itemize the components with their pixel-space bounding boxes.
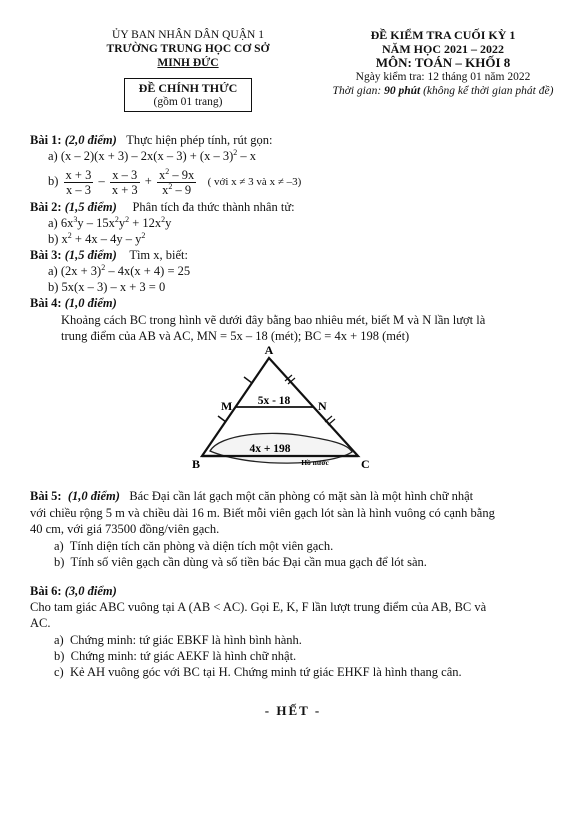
point-m-label: M <box>221 399 233 413</box>
operator-minus: – <box>98 174 105 188</box>
fraction-2-den: x + 3 <box>111 182 138 197</box>
exam-date: Ngày kiểm tra: 12 tháng 01 năm 2022 <box>355 71 531 83</box>
f3-num-a: x <box>158 167 166 182</box>
bai2-b-s1: 2 <box>67 231 72 240</box>
bai1-points: (2,0 điểm) <box>64 133 117 147</box>
bai2-b-label: b) <box>48 232 59 246</box>
bai1-prompt: Thực hiện phép tính, rút gọn: <box>126 133 273 147</box>
bai3-header <box>30 248 188 263</box>
bai3-a-s1: 2 <box>101 263 106 272</box>
bai4-text-2: trung điểm của AB và AC, MN = 5x – 18 (mét); BC = 4x + 198 (mét) <box>61 329 410 343</box>
bai2-a-t3: y <box>118 216 126 230</box>
bai3-a <box>48 264 190 279</box>
bai2-header <box>30 200 295 215</box>
bai2-points: (1,5 điểm) <box>64 200 117 214</box>
bai6-points: (3,0 điểm) <box>64 584 117 598</box>
bai3-a-t1: (2x + 3) <box>60 264 102 278</box>
school-year: NĂM HỌC 2021 – 2022 <box>382 42 504 56</box>
bai2-a-t5: y <box>165 216 172 230</box>
fraction-2 <box>110 168 140 197</box>
fraction-1 <box>64 168 94 197</box>
bai6-a <box>54 633 302 648</box>
fraction-2-num: x – 3 <box>110 168 140 183</box>
tick-ac-2a <box>325 416 332 422</box>
operator-plus: + <box>144 174 152 188</box>
bai2-prompt: Phân tích đa thức thành nhân tử: <box>132 200 295 214</box>
bai4-header <box>30 296 117 311</box>
bai1-a-label: a) <box>48 149 58 163</box>
bai6-b-text: Chứng minh: tứ giác AEKF là hình chữ nhật. <box>70 649 297 663</box>
bai6-label: Bài 6: <box>30 584 62 598</box>
bai6-text-1: Cho tam giác ABC vuông tại A (AB < AC). Gọi E, K, F lần lượt trung điểm của AB, BC và <box>30 600 487 614</box>
subject: MÔN: TOÁN – KHỐI 8 <box>375 55 511 70</box>
bai2-b-t2: + 4x – 4y – y <box>71 232 142 246</box>
bai2-a-t1: 6x <box>60 216 74 230</box>
bai6-b-label: b) <box>54 649 65 663</box>
bai2-a-t4: + 12x <box>129 216 162 230</box>
bai5-b-text: Tính số viên gạch cần dùng và số tiền bác Đại cần mua gạch để lót sàn. <box>70 555 427 569</box>
bai6-a-text: Chứng minh: tứ giác EBKF là hình bình hành. <box>69 633 302 647</box>
f3-den-a: x <box>162 182 169 197</box>
bai2-b <box>48 232 145 247</box>
bai3-label: Bài 3: <box>30 248 62 262</box>
official-title: ĐỀ CHÍNH THỨC <box>138 81 238 95</box>
f3-den-sup: 2 <box>168 181 173 191</box>
time-value: 90 phút <box>384 85 421 97</box>
bai1-b <box>48 166 301 197</box>
bai5-label: Bài 5: <box>30 489 62 503</box>
f3-den-b: – 9 <box>172 182 192 197</box>
exam-title: ĐỀ KIỂM TRA CUỐI KỲ 1 <box>370 28 516 42</box>
bai1-header <box>30 133 273 148</box>
end-marker: - HẾT - <box>264 703 322 718</box>
fraction-1-num: x + 3 <box>65 167 92 182</box>
tick-ab-2 <box>218 416 226 422</box>
bai2-b-s2: 2 <box>141 231 146 240</box>
bai3-points: (1,5 điểm) <box>64 248 117 262</box>
bai6-c <box>54 665 462 680</box>
bai4-text-1: Khoảng cách BC trong hình vẽ dưới đây bằng bao nhiêu mét, biết M và N lần lượt là <box>61 313 486 327</box>
bai5-text-3: 40 cm, với giá 73500 đồng/viên gạch. <box>30 522 220 536</box>
bai3-prompt: Tìm x, biết: <box>129 248 188 262</box>
bai5-header <box>30 489 473 504</box>
mn-length-label: 5x - 18 <box>257 395 291 407</box>
point-c-label: C <box>361 457 370 471</box>
bai2-label: Bài 2: <box>30 200 62 214</box>
bai1-a-expr-tail: – x <box>237 149 256 163</box>
lake-label: Hồ nước <box>301 458 329 467</box>
bai2-a-s2: 2 <box>114 215 119 224</box>
fraction-3 <box>157 168 196 197</box>
bai6-a-label: a) <box>54 633 64 647</box>
bai2-a-s1: 3 <box>73 215 78 224</box>
bai2-a-label: a) <box>48 216 58 230</box>
tick-ab-1 <box>244 377 252 383</box>
bai2-a-s4: 2 <box>161 215 166 224</box>
bai5-text-1: Bác Đại cần lát gạch một căn phòng có mặt sàn là một hình chữ nhật <box>129 489 474 503</box>
bai6-b <box>54 649 296 664</box>
header-right <box>318 28 568 98</box>
bai1-a-expr: (x – 2)(x + 3) – 2x(x – 3) + (x – 3) <box>60 149 234 163</box>
bai5-b-label: b) <box>54 555 65 569</box>
page-count: (gồm 01 trang) <box>153 96 223 108</box>
bai3-b-label: b) <box>48 280 59 294</box>
fraction-3-num <box>157 168 196 183</box>
bai3-b-text: 5x(x – 3) – x + 3 = 0 <box>61 280 166 294</box>
bai1-b-condition: ( với x ≠ 3 và x ≠ –3) <box>207 176 302 188</box>
bai5-a <box>54 539 333 554</box>
bai5-b <box>54 555 427 570</box>
official-box <box>124 78 252 112</box>
point-n-label: N <box>318 399 327 413</box>
bai2-a-t2: y – 15x <box>77 216 115 230</box>
bai3-a-label: a) <box>48 264 58 278</box>
bai1-a <box>48 149 256 164</box>
bai5-a-text: Tính diện tích căn phòng và diện tích một viên gạch. <box>69 539 334 553</box>
school-name: MINH ĐỨC <box>157 57 219 69</box>
header-left <box>74 28 302 112</box>
f3-num-b: – 9x <box>169 167 195 182</box>
school-line: TRƯỜNG TRUNG HỌC CƠ SỞ <box>106 43 270 55</box>
point-b-label: B <box>192 457 201 471</box>
bai1-b-label: b) <box>48 174 59 188</box>
bai2-a <box>48 216 171 231</box>
bai6-header <box>30 584 117 599</box>
district-name: ỦY BAN NHÂN DÂN QUẬN 1 <box>112 29 264 41</box>
bai6-text-2: AC. <box>30 616 51 630</box>
bc-length-label: 4x + 198 <box>249 443 291 455</box>
bai6-c-text: Kẻ AH vuông góc với BC tại H. Chứng minh tứ giác EHKF là hình thang cân. <box>69 665 462 679</box>
bai5-a-label: a) <box>54 539 64 553</box>
tick-ac-2b <box>328 419 335 425</box>
bai5-text-2: với chiều rộng 5 m và chiều dài 16 m. Biết mỗi viên gạch lót sàn là hình vuông có cạnh bằng <box>30 506 495 520</box>
triangle-figure <box>180 344 380 480</box>
fraction-3-den <box>157 183 196 197</box>
fraction-1-den: x – 3 <box>65 182 91 197</box>
time-note: (không kể thời gian phát đề) <box>420 85 554 97</box>
bai2-a-s3: 2 <box>125 215 130 224</box>
bai5-points: (1,0 điểm) <box>67 489 120 503</box>
bai4-points: (1,0 điểm) <box>64 296 117 310</box>
bai6-c-label: c) <box>54 665 64 679</box>
bai2-b-t1: x <box>61 232 68 246</box>
bai3-a-t2: – 4x(x + 4) = 25 <box>105 264 191 278</box>
f3-num-sup: 2 <box>165 166 170 176</box>
bai1-a-sup: 2 <box>233 148 238 157</box>
bai1-label: Bài 1: <box>30 133 62 147</box>
point-a-label: A <box>264 344 274 357</box>
bai3-b <box>48 280 165 295</box>
bai4-label: Bài 4: <box>30 296 62 310</box>
time-label: Thời gian: <box>332 85 385 97</box>
exam-time <box>318 84 568 98</box>
